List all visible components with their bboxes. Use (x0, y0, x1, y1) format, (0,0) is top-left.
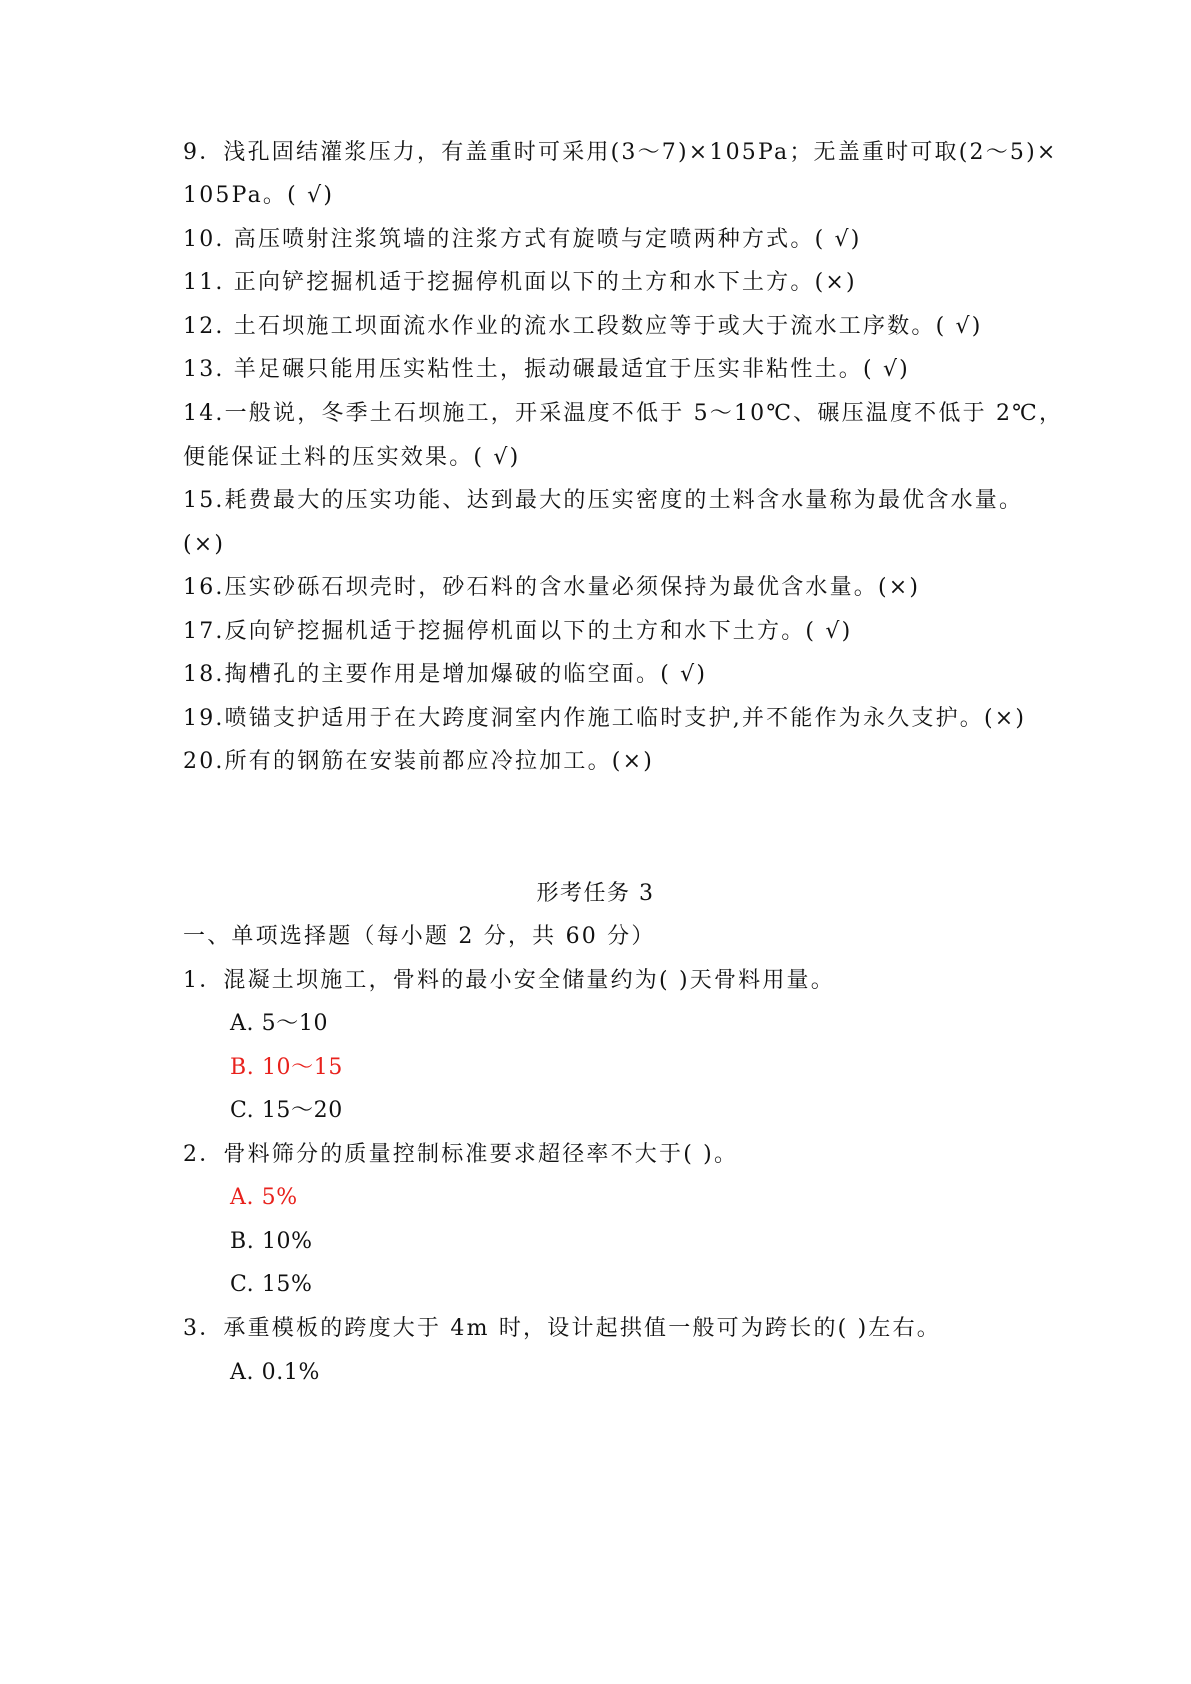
tf-question-19: 19.喷锚支护适用于在大跨度洞室内作施工临时支护,并不能作为永久支护。(×) (183, 706, 1027, 731)
mc-question-2-option-b: B. 10% (230, 1229, 313, 1254)
tf-question-18: 18.掏槽孔的主要作用是增加爆破的临空面。( √) (183, 662, 708, 687)
tf-question-9-line1: 9．浅孔固结灌浆压力，有盖重时可采用(3～7)×105Pa；无盖重时可取(2～5)× (183, 140, 1058, 165)
tf-question-14-line2: 便能保证土料的压实效果。( √) (183, 445, 521, 470)
section-subtitle: 一、单项选择题（每小题 2 分，共 60 分） (183, 924, 656, 949)
tf-question-20: 20.所有的钢筋在安装前都应冷拉加工。(×) (183, 749, 654, 774)
tf-question-14-line1: 14.一般说，冬季土石坝施工，开采温度不低于 5～10℃、碾压温度不低于 2℃， (183, 401, 1064, 426)
mc-question-2-option-c: C. 15% (230, 1272, 313, 1297)
tf-question-12: 12. 土石坝施工坝面流水作业的流水工段数应等于或大于流水工序数。( √) (183, 314, 983, 339)
tf-question-13: 13. 羊足碾只能用压实粘性土，振动碾最适宜于压实非粘性土。( √) (183, 357, 910, 382)
mc-question-2-stem: 2．骨料筛分的质量控制标准要求超径率不大于( )。 (183, 1142, 739, 1167)
mc-question-3-option-a: A. 0.1% (230, 1360, 320, 1385)
tf-question-17: 17.反向铲挖掘机适于挖掘停机面以下的土方和水下土方。( √) (183, 619, 853, 644)
mc-question-1-option-b-answer: B. 10～15 (230, 1055, 343, 1080)
tf-question-9-line2: 105Pa。( √) (183, 183, 335, 208)
tf-question-15-line2: (×) (183, 532, 226, 557)
section-title: 形考任务 3 (536, 881, 655, 906)
tf-question-10: 10. 高压喷射注浆筑墙的注浆方式有旋喷与定喷两种方式。( √) (183, 227, 862, 252)
tf-question-15-line1: 15.耗费最大的压实功能、达到最大的压实密度的土料含水量称为最优含水量。 (183, 488, 1024, 513)
mc-question-1-option-c: C. 15～20 (230, 1098, 343, 1123)
mc-question-1-option-a: A. 5～10 (230, 1011, 329, 1036)
tf-question-11: 11. 正向铲挖掘机适于挖掘停机面以下的土方和水下土方。(×) (183, 270, 857, 295)
tf-question-16: 16.压实砂砾石坝壳时，砂石料的含水量必须保持为最优含水量。(×) (183, 575, 921, 600)
mc-question-1-stem: 1．混凝土坝施工，骨料的最小安全储量约为( )天骨料用量。 (183, 968, 835, 993)
mc-question-3-stem: 3．承重模板的跨度大于 4m 时，设计起拱值一般可为跨长的( )左右。 (183, 1316, 942, 1341)
mc-question-2-option-a-answer: A. 5% (230, 1185, 298, 1210)
